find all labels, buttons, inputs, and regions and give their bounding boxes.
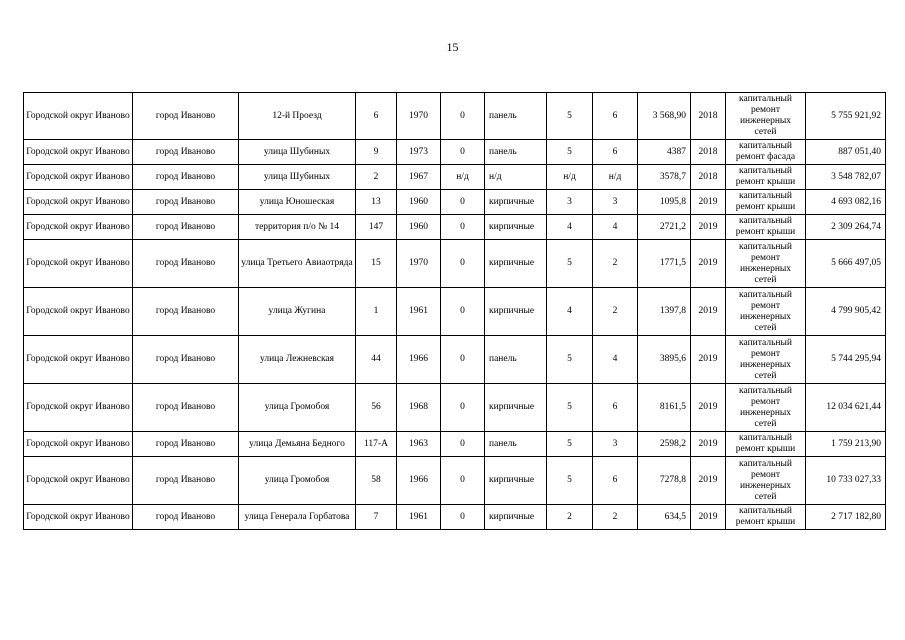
plan-year-cell: 2019 [691,288,726,336]
settlement-cell: город Иваново [133,384,239,432]
area-cell: 2598,2 [638,432,691,457]
cost-cell: 4 799 905,42 [806,288,886,336]
area-cell: 4387 [638,140,691,165]
cost-cell: 2 309 264,74 [806,215,886,240]
floors-min-cell: 5 [547,140,593,165]
table-row [24,288,886,336]
work-type-cell: капитальный ремонт инженерных сетей [726,93,806,140]
municipality-cell: Городской округ Иваново [24,505,133,530]
floors-max-cell: 4 [593,215,638,240]
settlement-cell: город Иваново [133,336,239,384]
street-cell: улица Третьего Авиаотряда [239,240,356,288]
year-commissioned-cell: 0 [441,93,485,140]
wall-material-cell: кирпичные [485,288,547,336]
floors-min-cell: 3 [547,190,593,215]
work-type-cell: капитальный ремонт крыши [726,165,806,190]
municipality-cell: Городской округ Иваново [24,384,133,432]
table-row [24,165,886,190]
house-number-cell: 2 [356,165,397,190]
street-cell: улица Шубиных [239,140,356,165]
work-type-cell: капитальный ремонт инженерных сетей [726,336,806,384]
wall-material-cell: кирпичные [485,505,547,530]
settlement-cell: город Иваново [133,190,239,215]
cost-cell: 5 666 497,05 [806,240,886,288]
plan-year-cell: 2018 [691,165,726,190]
area-cell: 3578,7 [638,165,691,190]
year-commissioned-cell: 0 [441,140,485,165]
street-cell: улица Юношеская [239,190,356,215]
street-cell: улица Лежневская [239,336,356,384]
municipality-cell: Городской округ Иваново [24,288,133,336]
house-number-cell: 44 [356,336,397,384]
house-number-cell: 147 [356,215,397,240]
settlement-cell: город Иваново [133,505,239,530]
floors-min-cell: 4 [547,288,593,336]
table-row [24,240,886,288]
year-commissioned-cell: 0 [441,215,485,240]
floors-max-cell: 2 [593,240,638,288]
floors-max-cell: 6 [593,93,638,140]
plan-year-cell: 2019 [691,432,726,457]
settlement-cell: город Иваново [133,432,239,457]
floors-max-cell: н/д [593,165,638,190]
table-body [24,93,886,530]
year-commissioned-cell: н/д [441,165,485,190]
floors-max-cell: 2 [593,505,638,530]
plan-year-cell: 2019 [691,215,726,240]
year-commissioned-cell: 0 [441,190,485,215]
house-number-cell: 56 [356,384,397,432]
floors-max-cell: 3 [593,190,638,215]
street-cell: улица Громобоя [239,384,356,432]
plan-year-cell: 2018 [691,93,726,140]
area-cell: 8161,5 [638,384,691,432]
plan-year-cell: 2019 [691,505,726,530]
municipality-cell: Городской округ Иваново [24,240,133,288]
settlement-cell: город Иваново [133,240,239,288]
municipality-cell: Городской округ Иваново [24,432,133,457]
house-number-cell: 1 [356,288,397,336]
wall-material-cell: панель [485,432,547,457]
year-commissioned-cell: 0 [441,336,485,384]
municipality-cell: Городской округ Иваново [24,457,133,505]
floors-max-cell: 6 [593,457,638,505]
plan-year-cell: 2019 [691,240,726,288]
area-cell: 3895,6 [638,336,691,384]
floors-min-cell: 5 [547,93,593,140]
year-built-cell: 1961 [397,288,441,336]
area-cell: 1095,8 [638,190,691,215]
year-built-cell: 1967 [397,165,441,190]
floors-min-cell: н/д [547,165,593,190]
work-type-cell: капитальный ремонт инженерных сетей [726,240,806,288]
table-row [24,215,886,240]
year-built-cell: 1968 [397,384,441,432]
area-cell: 3 568,90 [638,93,691,140]
settlement-cell: город Иваново [133,288,239,336]
plan-year-cell: 2018 [691,140,726,165]
cost-cell: 1 759 213,90 [806,432,886,457]
year-built-cell: 1961 [397,505,441,530]
settlement-cell: город Иваново [133,93,239,140]
table-row [24,190,886,215]
table-row [24,505,886,530]
floors-max-cell: 4 [593,336,638,384]
plan-year-cell: 2019 [691,384,726,432]
house-number-cell: 9 [356,140,397,165]
floors-min-cell: 4 [547,215,593,240]
year-built-cell: 1960 [397,215,441,240]
house-number-cell: 117-А [356,432,397,457]
floors-min-cell: 5 [547,240,593,288]
house-number-cell: 7 [356,505,397,530]
work-type-cell: капитальный ремонт крыши [726,190,806,215]
municipality-cell: Городской округ Иваново [24,215,133,240]
street-cell: улица Демьяна Бедного [239,432,356,457]
house-number-cell: 13 [356,190,397,215]
work-type-cell: капитальный ремонт крыши [726,432,806,457]
wall-material-cell: кирпичные [485,215,547,240]
wall-material-cell: н/д [485,165,547,190]
work-type-cell: капитальный ремонт инженерных сетей [726,288,806,336]
house-number-cell: 6 [356,93,397,140]
table-row [24,93,886,140]
wall-material-cell: кирпичные [485,384,547,432]
plan-year-cell: 2019 [691,190,726,215]
municipality-cell: Городской округ Иваново [24,165,133,190]
street-cell: улица Шубиных [239,165,356,190]
cost-cell: 2 717 182,80 [806,505,886,530]
year-commissioned-cell: 0 [441,288,485,336]
repair-register-table [23,92,886,530]
page-number: 15 [446,40,459,54]
wall-material-cell: панель [485,93,547,140]
house-number-cell: 58 [356,457,397,505]
work-type-cell: капитальный ремонт инженерных сетей [726,457,806,505]
plan-year-cell: 2019 [691,457,726,505]
floors-min-cell: 5 [547,432,593,457]
street-cell: улица Генерала Горбатова [239,505,356,530]
settlement-cell: город Иваново [133,140,239,165]
work-type-cell: капитальный ремонт фасада [726,140,806,165]
year-commissioned-cell: 0 [441,432,485,457]
cost-cell: 12 034 621,44 [806,384,886,432]
work-type-cell: капитальный ремонт крыши [726,215,806,240]
area-cell: 2721,2 [638,215,691,240]
floors-min-cell: 5 [547,336,593,384]
street-cell: улица Жугина [239,288,356,336]
year-commissioned-cell: 0 [441,384,485,432]
year-commissioned-cell: 0 [441,457,485,505]
area-cell: 1771,5 [638,240,691,288]
floors-max-cell: 2 [593,288,638,336]
street-cell: 12-й Проезд [239,93,356,140]
street-cell: улица Громобоя [239,457,356,505]
floors-min-cell: 2 [547,505,593,530]
street-cell: территория п/о № 14 [239,215,356,240]
year-built-cell: 1966 [397,457,441,505]
table-row [24,336,886,384]
area-cell: 634,5 [638,505,691,530]
floors-max-cell: 3 [593,432,638,457]
cost-cell: 4 693 082,16 [806,190,886,215]
floors-min-cell: 5 [547,384,593,432]
settlement-cell: город Иваново [133,215,239,240]
table-row [24,384,886,432]
wall-material-cell: кирпичные [485,240,547,288]
year-built-cell: 1963 [397,432,441,457]
cost-cell: 3 548 782,07 [806,165,886,190]
area-cell: 7278,8 [638,457,691,505]
municipality-cell: Городской округ Иваново [24,336,133,384]
cost-cell: 5 744 295,94 [806,336,886,384]
wall-material-cell: кирпичные [485,457,547,505]
wall-material-cell: кирпичные [485,190,547,215]
year-built-cell: 1960 [397,190,441,215]
work-type-cell: капитальный ремонт крыши [726,505,806,530]
year-built-cell: 1966 [397,336,441,384]
floors-max-cell: 6 [593,384,638,432]
year-built-cell: 1973 [397,140,441,165]
municipality-cell: Городской округ Иваново [24,93,133,140]
floors-max-cell: 6 [593,140,638,165]
municipality-cell: Городской округ Иваново [24,190,133,215]
area-cell: 1397,8 [638,288,691,336]
table-row [24,140,886,165]
settlement-cell: город Иваново [133,165,239,190]
year-commissioned-cell: 0 [441,240,485,288]
year-commissioned-cell: 0 [441,505,485,530]
municipality-cell: Городской округ Иваново [24,140,133,165]
plan-year-cell: 2019 [691,336,726,384]
year-built-cell: 1970 [397,240,441,288]
cost-cell: 887 051,40 [806,140,886,165]
cost-cell: 5 755 921,92 [806,93,886,140]
house-number-cell: 15 [356,240,397,288]
wall-material-cell: панель [485,336,547,384]
floors-min-cell: 5 [547,457,593,505]
cost-cell: 10 733 027,33 [806,457,886,505]
table-row [24,432,886,457]
table-row [24,457,886,505]
year-built-cell: 1970 [397,93,441,140]
work-type-cell: капитальный ремонт инженерных сетей [726,384,806,432]
wall-material-cell: панель [485,140,547,165]
settlement-cell: город Иваново [133,457,239,505]
